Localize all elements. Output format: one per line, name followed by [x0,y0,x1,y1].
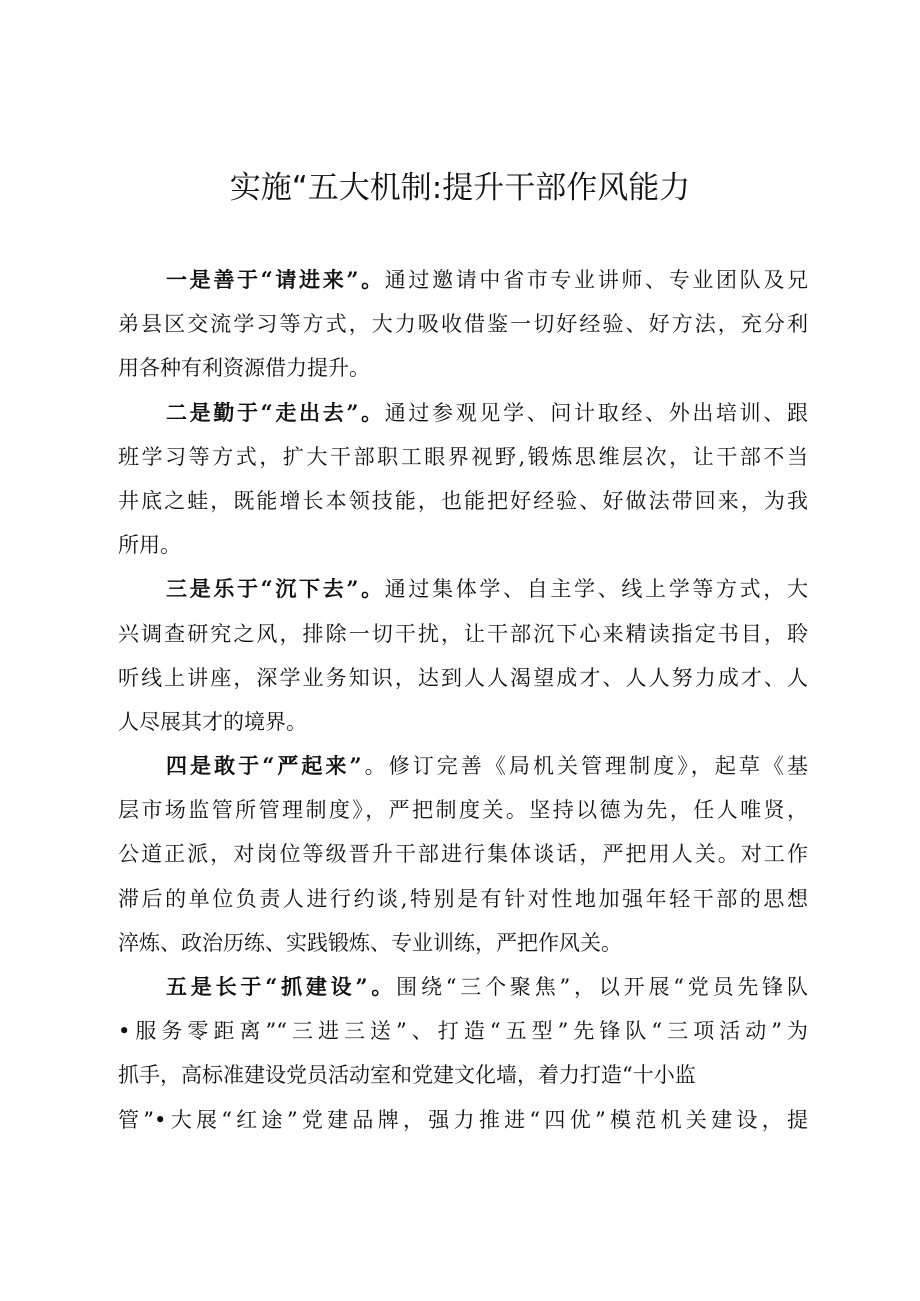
paragraph-line: 井底之蛙，既能增长本领技能，也能把好经验、好做法带回来，为我 [118,488,808,513]
paragraph-line: 管”•大展“红途”党建品牌，强力推进“四优”模范机关建设，提 [118,1107,808,1132]
paragraph-3 [118,567,808,744]
document-title: 实施“五大机制:提升干部作风能力 [229,170,691,206]
paragraph-lead: 三是乐于“沉下去”。 [166,576,385,602]
paragraph-line: 用各种有利资源借力提升。 [118,356,370,381]
paragraph-text: 围绕“三个聚焦”，以开展“党员先锋队 [396,975,808,999]
paragraph-text: 通过参观见学、问计取经、外出培训、跟 [384,400,808,425]
paragraph-text: 通过集体学、自主学、线上学等方式，大 [384,577,808,602]
paragraph-line: 弟县区交流学习等方式，大力吸收借鉴一切好经验、好方法，充分利 [118,312,808,337]
paragraph-5 [118,965,808,1142]
paragraph-2 [118,391,808,568]
paragraph-lead: 二是勤于“走出去”。 [166,399,385,425]
paragraph-line [118,965,808,1009]
paragraph-line: 人尽展其才的境界。 [118,709,307,734]
paragraph-lead: 一是善于“请进来”。 [166,267,385,292]
paragraph-line [118,391,808,435]
paragraph-line: 层市场监管所管理制度》，严把制度关。坚持以德为先，任人唯贤， [118,798,808,823]
paragraph-line: 抓手，高标准建设党员活动室和党建文化墙，着力打造“十小监 [118,1063,696,1088]
paragraph-text: 通过邀请中省市专业讲师、专业团队及兄 [384,268,808,292]
paragraph-line: 班学习等方式，扩大干部职工眼界视野,锻炼思维层次，让干部不当 [118,444,808,469]
paragraph-line: 听线上讲座，深学业务知识，达到人人渴望成才、人人努力成才、人 [118,665,808,690]
paragraph-line: •服务零距离”“三进三送”、打造“五型”先锋队“三项活动”为 [118,1019,808,1044]
paragraph-line [118,567,808,611]
paragraph-1 [118,258,808,391]
paragraph-4 [118,744,808,965]
paragraph-line: 淬炼、政治历练、实践锻炼、专业训练，严把作风关。 [118,930,622,955]
document-body [118,258,808,1142]
paragraph-lead: 四是敢于“严起来” [166,753,362,779]
paragraph-line [118,258,808,302]
paragraph-lead: 五是长于“抓建设”。 [166,974,397,999]
paragraph-line: 兴调查研究之风，排除一切干扰，让干部沉下心来精读指定书目，聆 [118,621,808,646]
paragraph-line [118,744,808,788]
paragraph-text: 。修订完善《局机关管理制度》，起草《基 [361,754,808,779]
paragraph-line: 公道正派，对岗位等级晋升干部进行集体谈话，严把用人关。对工作 [118,842,808,867]
paragraph-line: 所用。 [118,533,181,558]
paragraph-line: 滞后的单位负责人进行约谈,特别是有针对性地加强年轻干部的思想 [118,886,808,911]
